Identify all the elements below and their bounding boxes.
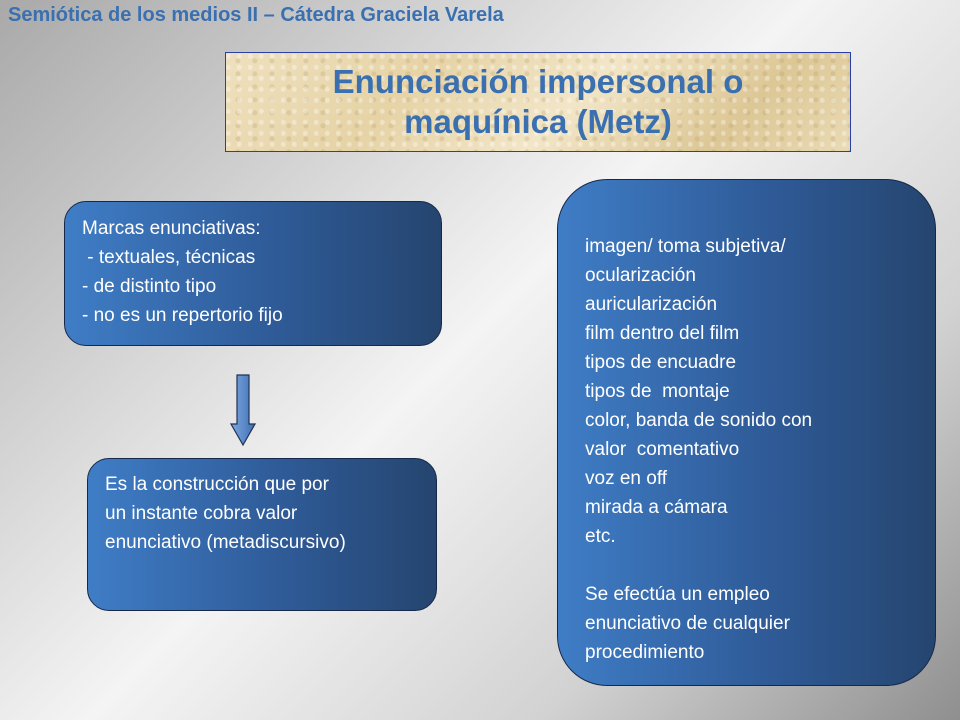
title-box bbox=[225, 52, 851, 152]
procedimiento-line-9: voz en off bbox=[585, 468, 668, 489]
marcas-line-3: - de distinto tipo bbox=[82, 276, 217, 297]
slide-title-line-2: maquínica (Metz) bbox=[404, 103, 672, 140]
slide-title bbox=[333, 62, 744, 142]
procedimiento-line-10: mirada a cámara bbox=[585, 497, 728, 518]
procedimiento-line-8: valor comentativo bbox=[585, 439, 740, 460]
arrow-down-icon bbox=[230, 374, 256, 446]
construccion-line-1: Es la construcción que por bbox=[105, 474, 329, 495]
construccion-line-2: un instante cobra valor bbox=[105, 503, 298, 524]
marcas-line-2: - textuales, técnicas bbox=[82, 247, 256, 268]
marcas-line-4: - no es un repertorio fijo bbox=[82, 305, 283, 326]
marcas-line-1: Marcas enunciativas: bbox=[82, 218, 261, 239]
procedimiento-line-1: imagen/ toma subjetiva/ bbox=[585, 236, 786, 257]
procedimiento-line-7: color, banda de sonido con bbox=[585, 410, 813, 431]
construccion-box bbox=[87, 458, 437, 611]
construccion-line-3: enunciativo (metadiscursivo) bbox=[105, 532, 346, 553]
slide-title-line-1: Enunciación impersonal o bbox=[332, 63, 744, 100]
procedimiento-line-2: ocularización bbox=[585, 265, 696, 286]
procedimientos-box bbox=[557, 179, 936, 686]
procedimiento-line-4: film dentro del film bbox=[585, 323, 740, 344]
procedimiento-line-6: tipos de montaje bbox=[585, 381, 730, 402]
marcas-enunciativas-box bbox=[64, 201, 442, 346]
procedimiento-line-11: etc. bbox=[585, 526, 616, 547]
header-title: Semiótica de los medios II – Cátedra Graciela Varela bbox=[8, 4, 504, 26]
procedimiento-line-5: tipos de encuadre bbox=[585, 352, 737, 373]
paragraph-spacer bbox=[585, 551, 935, 580]
closing-line-2: enunciativo de cualquier bbox=[585, 613, 790, 634]
closing-line-1: Se efectúa un empleo bbox=[585, 584, 770, 605]
procedimiento-line-3: auricularización bbox=[585, 294, 718, 315]
closing-line-3: procedimiento bbox=[585, 642, 705, 663]
